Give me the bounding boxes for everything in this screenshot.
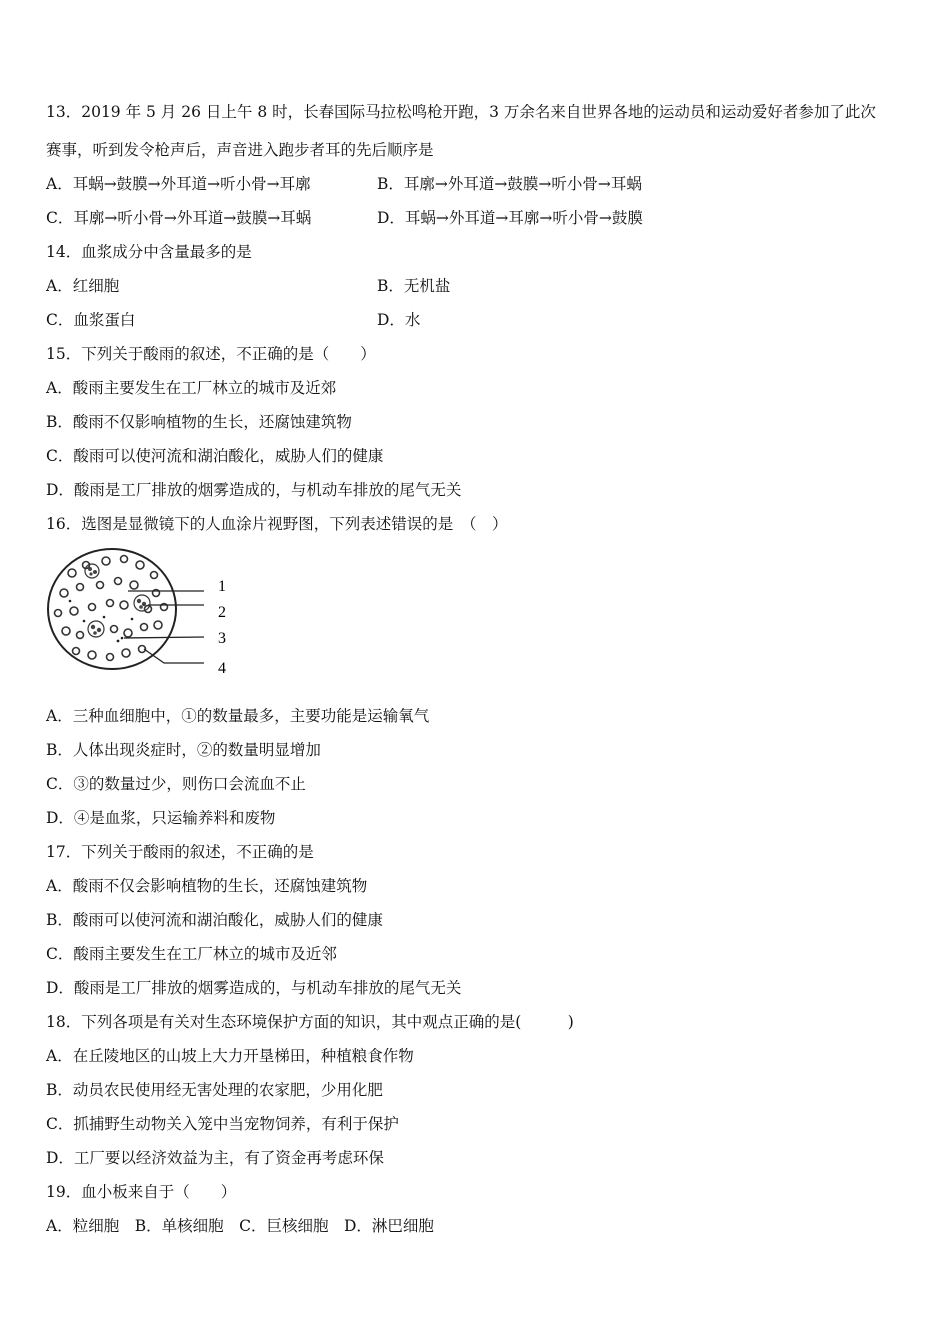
leader-line-3 [124, 637, 204, 638]
microscope-field [48, 549, 176, 669]
figure-label-4: 4 [218, 660, 226, 677]
q18-option-d: D．工厂要以经济效益为主，有了资金再考虑环保 [46, 1149, 384, 1167]
q14-option-b: B．无机盐 [377, 277, 451, 295]
figure-label-3: 3 [218, 630, 226, 647]
q18-stem: 18．下列各项是有关对生态环境保护方面的知识，其中观点正确的是( ) [46, 1013, 574, 1031]
blood-smear-figure [44, 545, 244, 680]
q17-option-c: C．酸雨主要发生在工厂林立的城市及近邻 [46, 945, 337, 963]
q13-option-a: A．耳蜗→鼓膜→外耳道→听小骨→耳廓 [46, 175, 311, 193]
q16-option-b: B．人体出现炎症时，②的数量明显增加 [46, 741, 321, 759]
q15-stem: 15．下列关于酸雨的叙述，不正确的是（ ） [46, 345, 376, 363]
q15-option-a: A．酸雨主要发生在工厂林立的城市及近郊 [46, 379, 337, 397]
q14-option-a: A．红细胞 [46, 277, 120, 295]
q17-stem: 17．下列关于酸雨的叙述，不正确的是 [46, 843, 314, 861]
q16-option-d: D．④是血浆，只运输养料和废物 [46, 809, 276, 827]
leader-line-4 [144, 649, 204, 663]
q15-option-d: D．酸雨是工厂排放的烟雾造成的，与机动车排放的尾气无关 [46, 481, 462, 499]
q19-stem: 19．血小板来自于（ ） [46, 1183, 237, 1201]
q14-stem: 14．血浆成分中含量最多的是 [46, 243, 252, 261]
q17-option-d: D．酸雨是工厂排放的烟雾造成的，与机动车排放的尾气无关 [46, 979, 462, 997]
q13-stem-line1: 13．2019 年 5 月 26 日上午 8 时，长春国际马拉松鸣枪开跑，3 万余名来自世界各地的运动员和运动爱好者参加了此次 [46, 103, 876, 121]
figure-label-1: 1 [218, 578, 226, 595]
q18-option-b: B．动员农民使用经无害处理的农家肥，少用化肥 [46, 1081, 383, 1099]
q13-option-c: C．耳廓→听小骨→外耳道→鼓膜→耳蜗 [46, 209, 312, 227]
q16-stem: 16．选图是显微镜下的人血涂片视野图，下列表述错误的是 （ ） [46, 515, 508, 533]
q17-option-a: A．酸雨不仅会影响植物的生长，还腐蚀建筑物 [46, 877, 368, 895]
q15-option-b: B．酸雨不仅影响植物的生长，还腐蚀建筑物 [46, 413, 352, 431]
q18-option-a: A．在丘陵地区的山坡上大力开垦梯田，种植粮食作物 [46, 1047, 414, 1065]
figure-label-2: 2 [218, 604, 226, 621]
q17-option-b: B．酸雨可以使河流和湖泊酸化，威胁人们的健康 [46, 911, 383, 929]
q14-option-c: C．血浆蛋白 [46, 311, 136, 329]
q13-option-b: B．耳廓→外耳道→鼓膜→听小骨→耳蜗 [377, 175, 642, 193]
q14-option-d: D．水 [377, 311, 421, 329]
q18-option-c: C．抓捕野生动物关入笼中当宠物饲养，有利于保护 [46, 1115, 399, 1133]
q16-option-a: A．三种血细胞中，①的数量最多，主要功能是运输氧气 [46, 707, 430, 725]
q19-options: A．粒细胞 B．单核细胞 C．巨核细胞 D．淋巴细胞 [46, 1217, 434, 1235]
q15-option-c: C．酸雨可以使河流和湖泊酸化，威胁人们的健康 [46, 447, 384, 465]
q13-option-d: D．耳蜗→外耳道→耳廓→听小骨→鼓膜 [377, 209, 643, 227]
q13-stem-line2: 赛事，听到发令枪声后，声音进入跑步者耳的先后顺序是 [46, 141, 434, 159]
q16-option-c: C．③的数量过少，则伤口会流血不止 [46, 775, 306, 793]
